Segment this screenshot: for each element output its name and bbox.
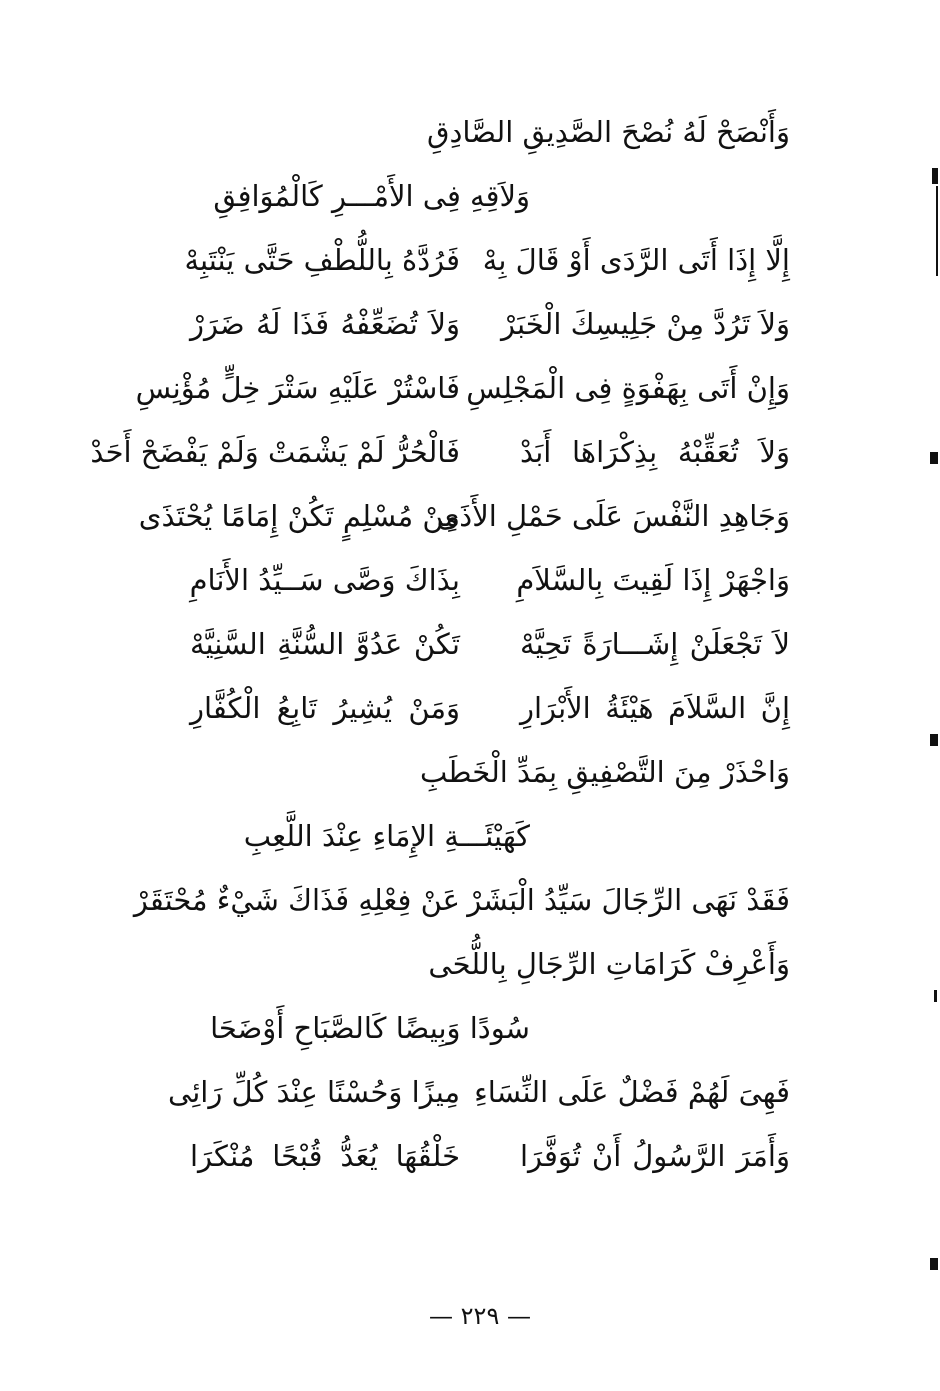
verse-second-hemistich: وَمَنْ يُشِيرُ تَابِعُ الْكُفَّارِ (190, 691, 460, 725)
scan-mark (932, 168, 938, 184)
verse-first-hemistich: وَأَمَرَ الرَّسُولُ أَنْ تُوَفَّرَا (520, 1139, 790, 1173)
verse-first-hemistich: لاَ تَجْعَلَنْ إِشَـــارَةً تَحِيَّهْ (520, 627, 790, 661)
verse-first-hemistich: وَاجْهَرْ إِذَا لَقِيتَ بِالسَّلاَمِ (516, 563, 790, 597)
verse-first-hemistich: فَهِىَ لَهُمْ فَضْلٌ عَلَى النِّسَاءِ (474, 1075, 790, 1109)
verse-first-hemistich: وَجَاهِدِ النَّفْسَ عَلَى حَمْلِ الأَذَى (436, 499, 790, 533)
verse-second-hemistich: مِيزًا وَحُسْنًا عِنْدَ كُلِّ رَائِى (168, 1075, 460, 1109)
verse-second-hemistich: فَرُدَّهُ بِاللُّطْفِ حَتَّى يَنْتَبِهْ (184, 243, 460, 277)
scan-mark (930, 734, 938, 746)
scan-mark (934, 990, 937, 1002)
page-number: — ٢٢٩ — (429, 1302, 531, 1330)
verse-first-hemistich: إِنَّ السَّلاَمَ هَيْئَةُ الأَبْرَارِ (520, 691, 790, 725)
scan-mark (930, 1258, 938, 1270)
verse-second-hemistich: بِذَاكَ وَصَّى سَــيِّدُ الأَنَامِ (189, 563, 460, 597)
verse-line: وَلاَقِهِ فِى الأَمْـــرِ كَالْمُوَافِقِ (213, 179, 530, 213)
verse-line: سُودًا وَبِيضًا كَالصَّبَاحِ أَوْضَحَا (210, 1011, 530, 1045)
verse-second-hemistich: مِنْ مُسْلِمٍ تَكُنْ إِمَامًا يُحْتَذَى (138, 499, 460, 533)
verse-second-hemistich: عَنْ فِعْلِهِ فَذَاكَ شَيْءٌ مُحْتَقَرْ (133, 883, 460, 917)
verse-second-hemistich: خَلْقُهَا يُعَدُّ قُبْحًا مُنْكَرَا (190, 1139, 460, 1173)
verse-line: وَأَعْرِفْ كَرَامَاتِ الرِّجَالِ بِاللُّحَى (428, 947, 790, 981)
scan-mark (930, 452, 938, 464)
verse-first-hemistich: إِلَّا إِذَا أَتَى الرَّدَى أَوْ قَالَ بِهْ (482, 243, 790, 277)
verse-second-hemistich: وَلاَ تُضَعِّفْهُ فَذَا لَهُ ضَرَرْ (190, 307, 460, 341)
verse-line: وَأَنْصَحْ لَهُ نُصْحَ الصَّدِيقِ الصَّادِقِ (426, 115, 790, 149)
verse-line: وَاحْذَرْ مِنَ التَّصْفِيقِ بِمَدِّ الْخَطَبِ (419, 755, 790, 789)
verse-first-hemistich: وَإِنْ أَتَى بِهَفْوَةٍ فِى الْمَجْلِسِ (466, 371, 790, 405)
verse-line: كَهَيْئَـــةِ الإِمَاءِ عِنْدَ اللَّعِبِ (243, 819, 530, 853)
verse-second-hemistich: فَالْحُرُّ لَمْ يَشْمَتْ وَلَمْ يَفْضَحْ أَحَدْ (90, 435, 460, 469)
verse-second-hemistich: فَاسْتُرْ عَلَيْهِ سَتْرَ خِلٍّ مُؤْنِسِ (135, 371, 460, 405)
verse-second-hemistich: تَكُنْ عَدُوَّ السُّنَّةِ السَّنِيَّهْ (190, 627, 460, 661)
verse-first-hemistich: وَلاَ تُعَقِّبْهُ بِذِكْرَاهَا أَبَدْ (520, 435, 790, 469)
verse-first-hemistich: وَلاَ تَرُدَّ مِنْ جَلِيسِكَ الْخَبَرْ (501, 307, 790, 341)
scan-mark (936, 186, 938, 276)
verse-first-hemistich: فَقَدْ نَهَى الرِّجَالَ سَيِّدُ الْبَشَرْ (467, 883, 790, 917)
